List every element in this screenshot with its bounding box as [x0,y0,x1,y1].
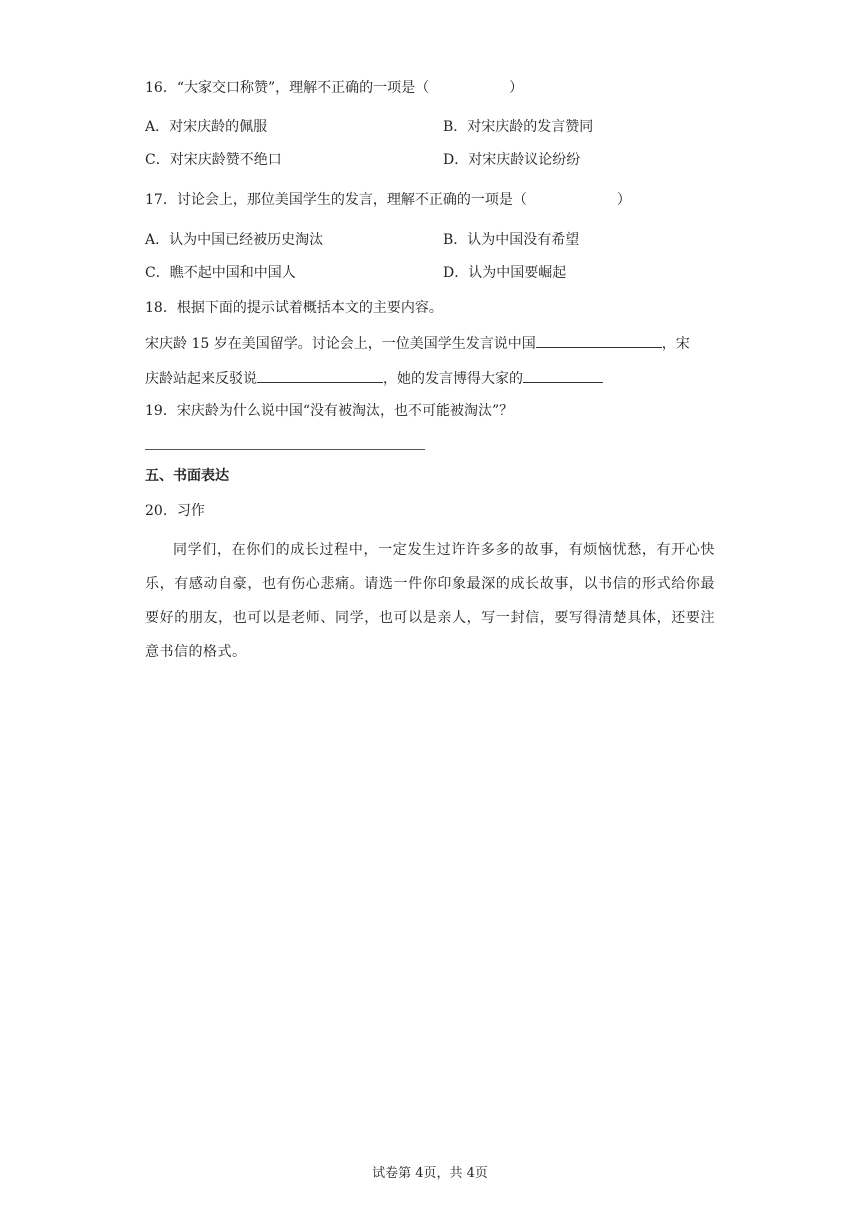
question-18-line-1 [145,333,690,353]
question-17-close-paren: ） [616,192,631,208]
question-18-line-2 [145,368,603,388]
q18-line2-text-b: ，她的发言博得大家的 [383,371,523,387]
q16-option-c[interactable]: C．对宋庆龄赞不绝口 [145,152,282,168]
q17-option-d[interactable]: D．认为中国要崛起 [443,265,567,281]
q18-line1-text-a: 宋庆龄 15 岁在美国留学。讨论会上，一位美国学生发言说中国 [145,336,536,352]
q17-option-c[interactable]: C．瞧不起中国和中国人 [145,265,296,281]
fill-blank-2[interactable] [257,368,383,383]
question-19-stem: 19．宋庆龄为什么说中国“没有被淘汰，也不可能被淘汰”？ [145,403,514,419]
q17-option-b[interactable]: B．认为中国没有希望 [443,232,580,248]
q18-line1-text-b: ，宋 [661,336,690,352]
q16-option-d[interactable]: D．对宋庆龄议论纷纷 [443,152,581,168]
question-16 [145,79,523,97]
question-20-stem: 20．习作 [145,503,205,519]
q18-line2-text-a: 庆龄站起来反驳说 [145,371,257,387]
fill-blank-3[interactable] [523,368,603,383]
question-18-stem: 18．根据下面的提示试着概括本文的主要内容。 [145,300,443,316]
question-17 [145,191,631,209]
q16-option-b[interactable]: B．对宋庆龄的发言赞同 [443,119,594,135]
question-20-prompt: 同学们，在你们的成长过程中，一定发生过许许多多的故事，有烦恼忧愁，有开心快乐，有感动自豪，也有伤心悲痛。请选一件你印象最深的成长故事，以书信的形式给你最要好的朋友，也可以是老师、同学，也可以是亲人，写一封信，要写得清楚具体，还要注意书信的格式。 [145,542,715,660]
question-16-stem: 16．“大家交口称赞”，理解不正确的一项是（ [145,80,430,96]
fill-blank-1[interactable] [536,333,662,348]
section-heading: 五、书面表达 [145,468,229,484]
page-footer: 试卷第 4页，共 4页 [372,1166,488,1181]
q16-option-a[interactable]: A．对宋庆龄的佩服 [145,119,268,135]
q17-option-a[interactable]: A．认为中国已经被历史淘汰 [145,232,324,248]
answer-line[interactable] [145,449,425,450]
question-16-close-paren: ） [509,80,524,96]
question-17-stem: 17．讨论会上，那位美国学生的发言，理解不正确的一项是（ [145,192,527,208]
